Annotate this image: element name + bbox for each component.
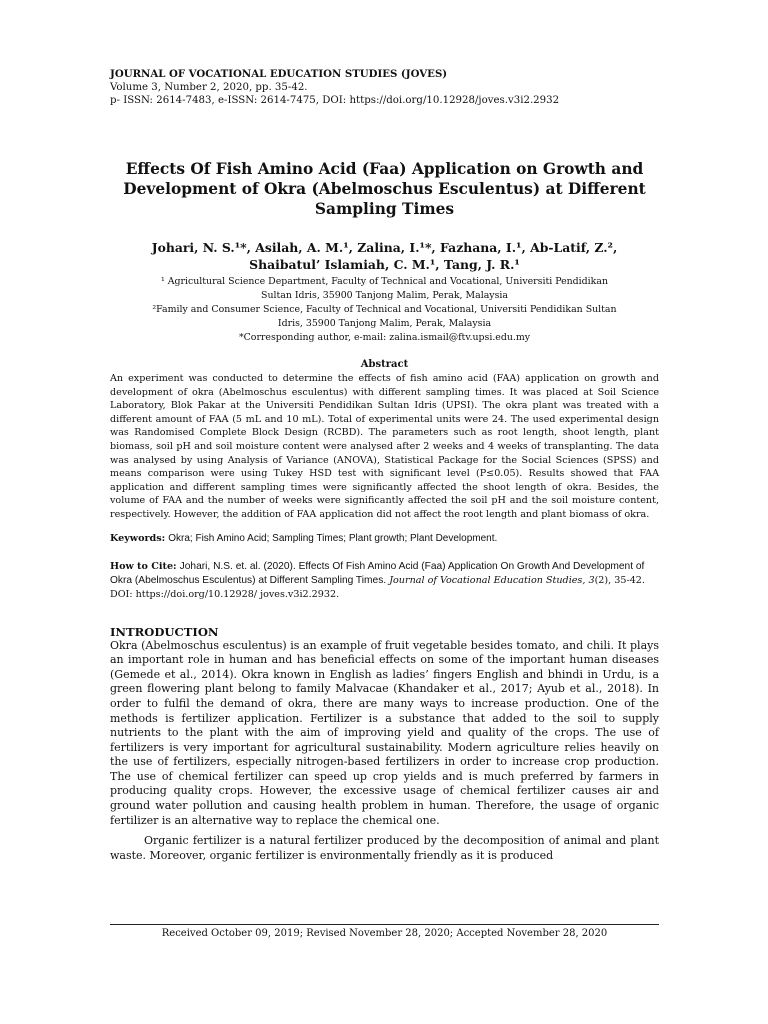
cite-text: Johari, N.S. et. al. (2020). Effects Of Fish Amino Acid (Faa) Application On Growth And Development of Okra (Abelmoschus Esculentus) at Different Sampling Times. (110, 560, 645, 586)
cite-text-end: (2), 35-42. DOI: https://doi.org/10.12928/ joves.v3i2.2932. (110, 574, 645, 600)
intro-paragraph-2: Organic fertilizer is a natural fertilizer produced by the decomposition of animal and plant waste. Moreover, organic fertilizer is environmentally friendly as it is produced (110, 834, 659, 862)
journal-name: JOURNAL OF VOCATIONAL EDUCATION STUDIES (JOVES) (110, 68, 448, 80)
affiliation-line: Sultan Idris, 35900 Tanjong Malim, Perak, Malaysia (261, 290, 508, 301)
authors-line: Johari, N. S.¹*, Asilah, A. M.¹, Zalina, I.¹*, Fazhana, I.¹, Ab-Latif, Z.², (151, 240, 618, 255)
affiliation-line: Idris, 35900 Tanjong Malim, Perak, Malaysia (277, 318, 492, 329)
paper-page (110, 68, 659, 863)
abstract-heading: Abstract (360, 359, 409, 370)
cite-journal: Journal of Vocational Education Studies, 3 (389, 574, 595, 586)
cite-label: How to Cite: (110, 560, 177, 572)
authors-line: Shaibatul’ Islamiah, C. M.¹, Tang, J. R.¹ (249, 257, 520, 272)
journal-issn-doi: p- ISSN: 2614-7483, e-ISSN: 2614-7475, DOI: https://doi.org/10.12928/joves.v3i2.2932 (110, 95, 560, 106)
corresponding-author: *Corresponding author, e-mail: zalina.ismail@ftv.upsi.edu.my (238, 332, 531, 343)
journal-header (110, 68, 659, 107)
author-list (110, 239, 659, 273)
received-dates: Received October 09, 2019; Revised November 28, 2020; Accepted November 28, 2020 (161, 928, 608, 939)
intro-paragraph-1: Okra (Abelmoschus esculentus) is an example of fruit vegetable besides tomato, and chili. It plays an important role in human and has beneficial effects on some of the important human diseases (Gemede et al., 2014). Okra known in English as ladies’ fingers English and bhindi in Urdu, is a green flowering plant belong to family Malvacae (Khandaker et al., 2017; Ayub et al., 2018). In order to fulfil the demand of okra, there are many ways to increase production. One of the methods is fertilizer application. Fertilizer is a substance that added to the soil to supply nutrients to the plant with the aim of improving yield and quality of the crops. The use of fertilizers is very important for agricultural sustainability. Modern agriculture relies heavily on the use of fertilizers, especially nitrogen-based fertilizers in order to increase crop production. The use of chemical fertilizer can speed up crop yields and is much preferred by farmers in producing quality crops. However, the excessive usage of chemical fertilizer causes air and ground water pollution and causing health problem in human. Therefore, the usage of organic fertilizer is an alternative way to replace the chemical one. (110, 638, 659, 827)
paper-title (110, 159, 659, 219)
title-line: Sampling Times (314, 200, 455, 218)
title-line: Effects Of Fish Amino Acid (Faa) Application on Growth and (125, 160, 644, 178)
keywords (110, 532, 659, 545)
introduction-heading: INTRODUCTION (110, 624, 219, 639)
affiliations (110, 275, 659, 345)
journal-volume: Volume 3, Number 2, 2020, pp. 35-42. (110, 82, 308, 93)
affiliation-line: ¹ Agricultural Science Department, Faculty of Technical and Vocational, Universiti Pendidikan (161, 276, 608, 287)
keywords-text: Okra; Fish Amino Acid; Sampling Times; Plant growth; Plant Development. (168, 532, 498, 544)
affiliation-line: ²Family and Consumer Science, Faculty of Technical and Vocational, Universiti Pendidikan Sultan (152, 304, 617, 315)
title-line: Development of Okra (Abelmoschus Esculentus) at Different (123, 180, 646, 198)
abstract-text: An experiment was conducted to determine the effects of fish amino acid (FAA) application on growth and development of okra (Abelmoschus esculentus) with different sampling times. It was placed at Soil Science Laboratory, Blok Pakar at the Universiti Pendidikan Sultan Idris (UPSI). The okra plant was treated with a different amount of FAA (5 mL and 10 mL). Total of experimental units were 24. The used experimental design was Randomised Complete Block Design (RCBD). The parameters such as root length, shoot length, plant biomass, soil pH and soil moisture content were analysed after 2 weeks and 4 weeks of transplanting. The data was analysed by using Analysis of Variance (ANOVA), Statistical Package for the Social Sciences (SPSS) and means comparison were using Tukey HSD test with significant level (P≤0.05). Results showed that FAA application and different sampling times were significantly affected the shoot length of okra. Besides, the volume of FAA and the number of weeks were significantly affected the soil pH and the soil moisture content, respectively. However, the addition of FAA application did not affect the root length and plant biomass of okra. (110, 373, 659, 520)
keywords-label: Keywords: (110, 532, 166, 544)
footer-divider (110, 924, 659, 925)
how-to-cite (110, 560, 659, 602)
